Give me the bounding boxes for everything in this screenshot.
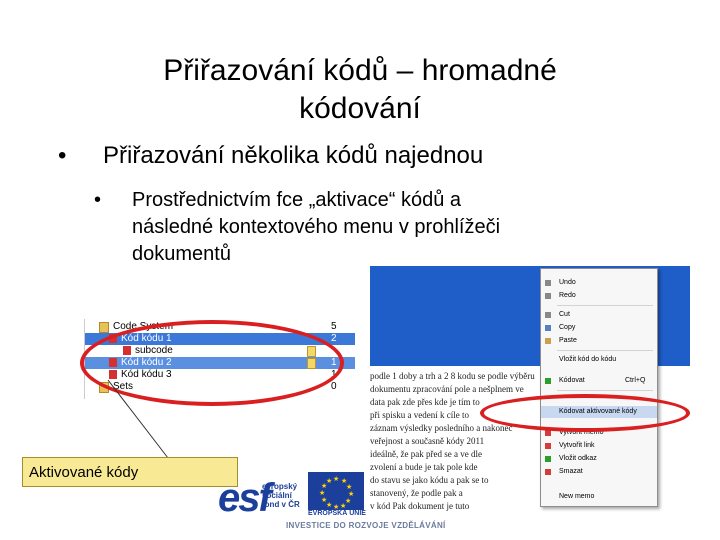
bullet-text: Přiřazování několika kódů najednou bbox=[103, 142, 484, 169]
highlight-ellipse-menu bbox=[480, 394, 690, 432]
tree-row-count: 1 bbox=[331, 357, 337, 368]
code-icon bbox=[545, 378, 551, 384]
paste-icon bbox=[545, 338, 551, 344]
menu-item-label: Kódovat aktivované kódy bbox=[559, 408, 637, 415]
menu-item-label: Vložit kód do kódu bbox=[559, 356, 617, 363]
esf-caption-line: sociální bbox=[262, 491, 292, 500]
document-text-line: dokumentu zpracování pole a nešplnem ve bbox=[370, 384, 524, 394]
document-text-line: do stavu se jako kódu a pak se to bbox=[370, 475, 489, 485]
document-text-line: v kód Pak dokument je tuto bbox=[370, 501, 470, 511]
bullet-marker-sub: • bbox=[94, 189, 102, 211]
title-line-1: Přiřazování kódů – hromadné bbox=[163, 54, 557, 87]
bullet-sub-line-3: dokumentů bbox=[132, 243, 231, 265]
document-text-line: podle 1 doby a trh a 2 8 kodu se podle výběru bbox=[370, 371, 535, 381]
menu-item-shortcut: Ctrl+Q bbox=[625, 377, 646, 384]
menu-item-label: Vložit odkaz bbox=[559, 455, 597, 462]
redo-icon bbox=[545, 293, 551, 299]
menu-item-copy[interactable] bbox=[541, 322, 657, 334]
document-text-line: při spisku a vedení k cíle to bbox=[370, 410, 469, 420]
document-text-line: data pak zde přes kde je tím to bbox=[370, 397, 480, 407]
menu-item-insert-link[interactable] bbox=[541, 453, 657, 465]
tree-row-label: Kód kódu 1 bbox=[121, 333, 172, 344]
eu-flag-logo: ★ ★ ★ ★ ★ ★ ★ ★ ★ ★ ★ ★ bbox=[308, 472, 364, 510]
menu-separator bbox=[557, 350, 653, 351]
link-icon bbox=[545, 443, 551, 449]
esf-logo: esf bbox=[218, 476, 270, 520]
menu-item-label: Copy bbox=[559, 324, 576, 331]
menu-item-code[interactable] bbox=[541, 375, 657, 387]
document-text-line: záznam výsledky posledního a nakonec bbox=[370, 423, 513, 433]
title-line-2: kódování bbox=[299, 92, 421, 125]
menu-item-label: Vytvořit link bbox=[559, 442, 595, 449]
menu-item-paste[interactable] bbox=[541, 335, 657, 347]
menu-item-cut[interactable] bbox=[541, 309, 657, 321]
menu-item-insert-code[interactable] bbox=[541, 354, 657, 366]
document-text-line: ideálně, že pak před se a ve dle bbox=[370, 449, 482, 459]
delete-icon bbox=[545, 469, 551, 475]
menu-item-create-link[interactable] bbox=[541, 440, 657, 452]
tree-row-count: 2 bbox=[331, 333, 337, 344]
document-text-line: stanovený, že podle pak a bbox=[370, 488, 463, 498]
bullet-marker: • bbox=[58, 142, 67, 169]
document-text-line: zvolení a bude je tak pole kde bbox=[370, 462, 478, 472]
menu-item-delete[interactable] bbox=[541, 466, 657, 478]
tree-row-count: 5 bbox=[331, 321, 337, 332]
menu-item-redo[interactable] bbox=[541, 290, 657, 302]
tree-row-label: subcode bbox=[135, 345, 173, 356]
menu-item-label: Undo bbox=[559, 279, 576, 286]
menu-item-new-memo[interactable] bbox=[541, 491, 657, 503]
undo-icon bbox=[545, 280, 551, 286]
callout-activated-codes: Aktivované kódy bbox=[22, 457, 238, 487]
menu-item-label: Cut bbox=[559, 311, 570, 318]
insert-link-icon bbox=[545, 456, 551, 462]
menu-separator bbox=[557, 390, 653, 391]
context-menu[interactable] bbox=[540, 268, 658, 507]
tree-row-count: 1 bbox=[331, 369, 337, 380]
bullet-sub-line-1: Prostřednictvím fce „aktivace“ kódů a bbox=[132, 189, 462, 211]
menu-item-label: Kódovat bbox=[559, 377, 585, 384]
bullet-sub-line-2: následné kontextového menu v prohlížeči bbox=[132, 216, 501, 238]
menu-item-undo[interactable] bbox=[541, 277, 657, 289]
menu-item-label: Smazat bbox=[559, 468, 583, 475]
menu-separator bbox=[557, 305, 653, 306]
esf-caption-line: evropský bbox=[262, 482, 298, 491]
menu-item-label: New memo bbox=[559, 493, 595, 500]
tree-row-label: Sets bbox=[113, 381, 134, 392]
tree-row-label: Kód kódu 2 bbox=[121, 357, 172, 368]
tree-row-count: 0 bbox=[331, 381, 337, 392]
menu-item-label: Paste bbox=[559, 337, 577, 344]
menu-item-label: Redo bbox=[559, 292, 576, 299]
menu-item-label: Vytvořit memo bbox=[559, 429, 604, 436]
cut-icon bbox=[545, 312, 551, 318]
document-text-line: veřejnost a současně kódy 2011 bbox=[370, 436, 485, 446]
investment-slogan: INVESTICE DO ROZVOJE VZDĚLÁVÁNÍ bbox=[286, 521, 446, 530]
tree-row-label: Code System bbox=[113, 321, 174, 332]
copy-icon bbox=[545, 325, 551, 331]
esf-logo-caption bbox=[262, 482, 300, 509]
tree-row-label: Kód kódu 3 bbox=[121, 369, 172, 380]
eu-text: EVROPSKÁ UNIE bbox=[308, 510, 366, 517]
esf-caption-line: fond v ČR bbox=[262, 500, 300, 509]
